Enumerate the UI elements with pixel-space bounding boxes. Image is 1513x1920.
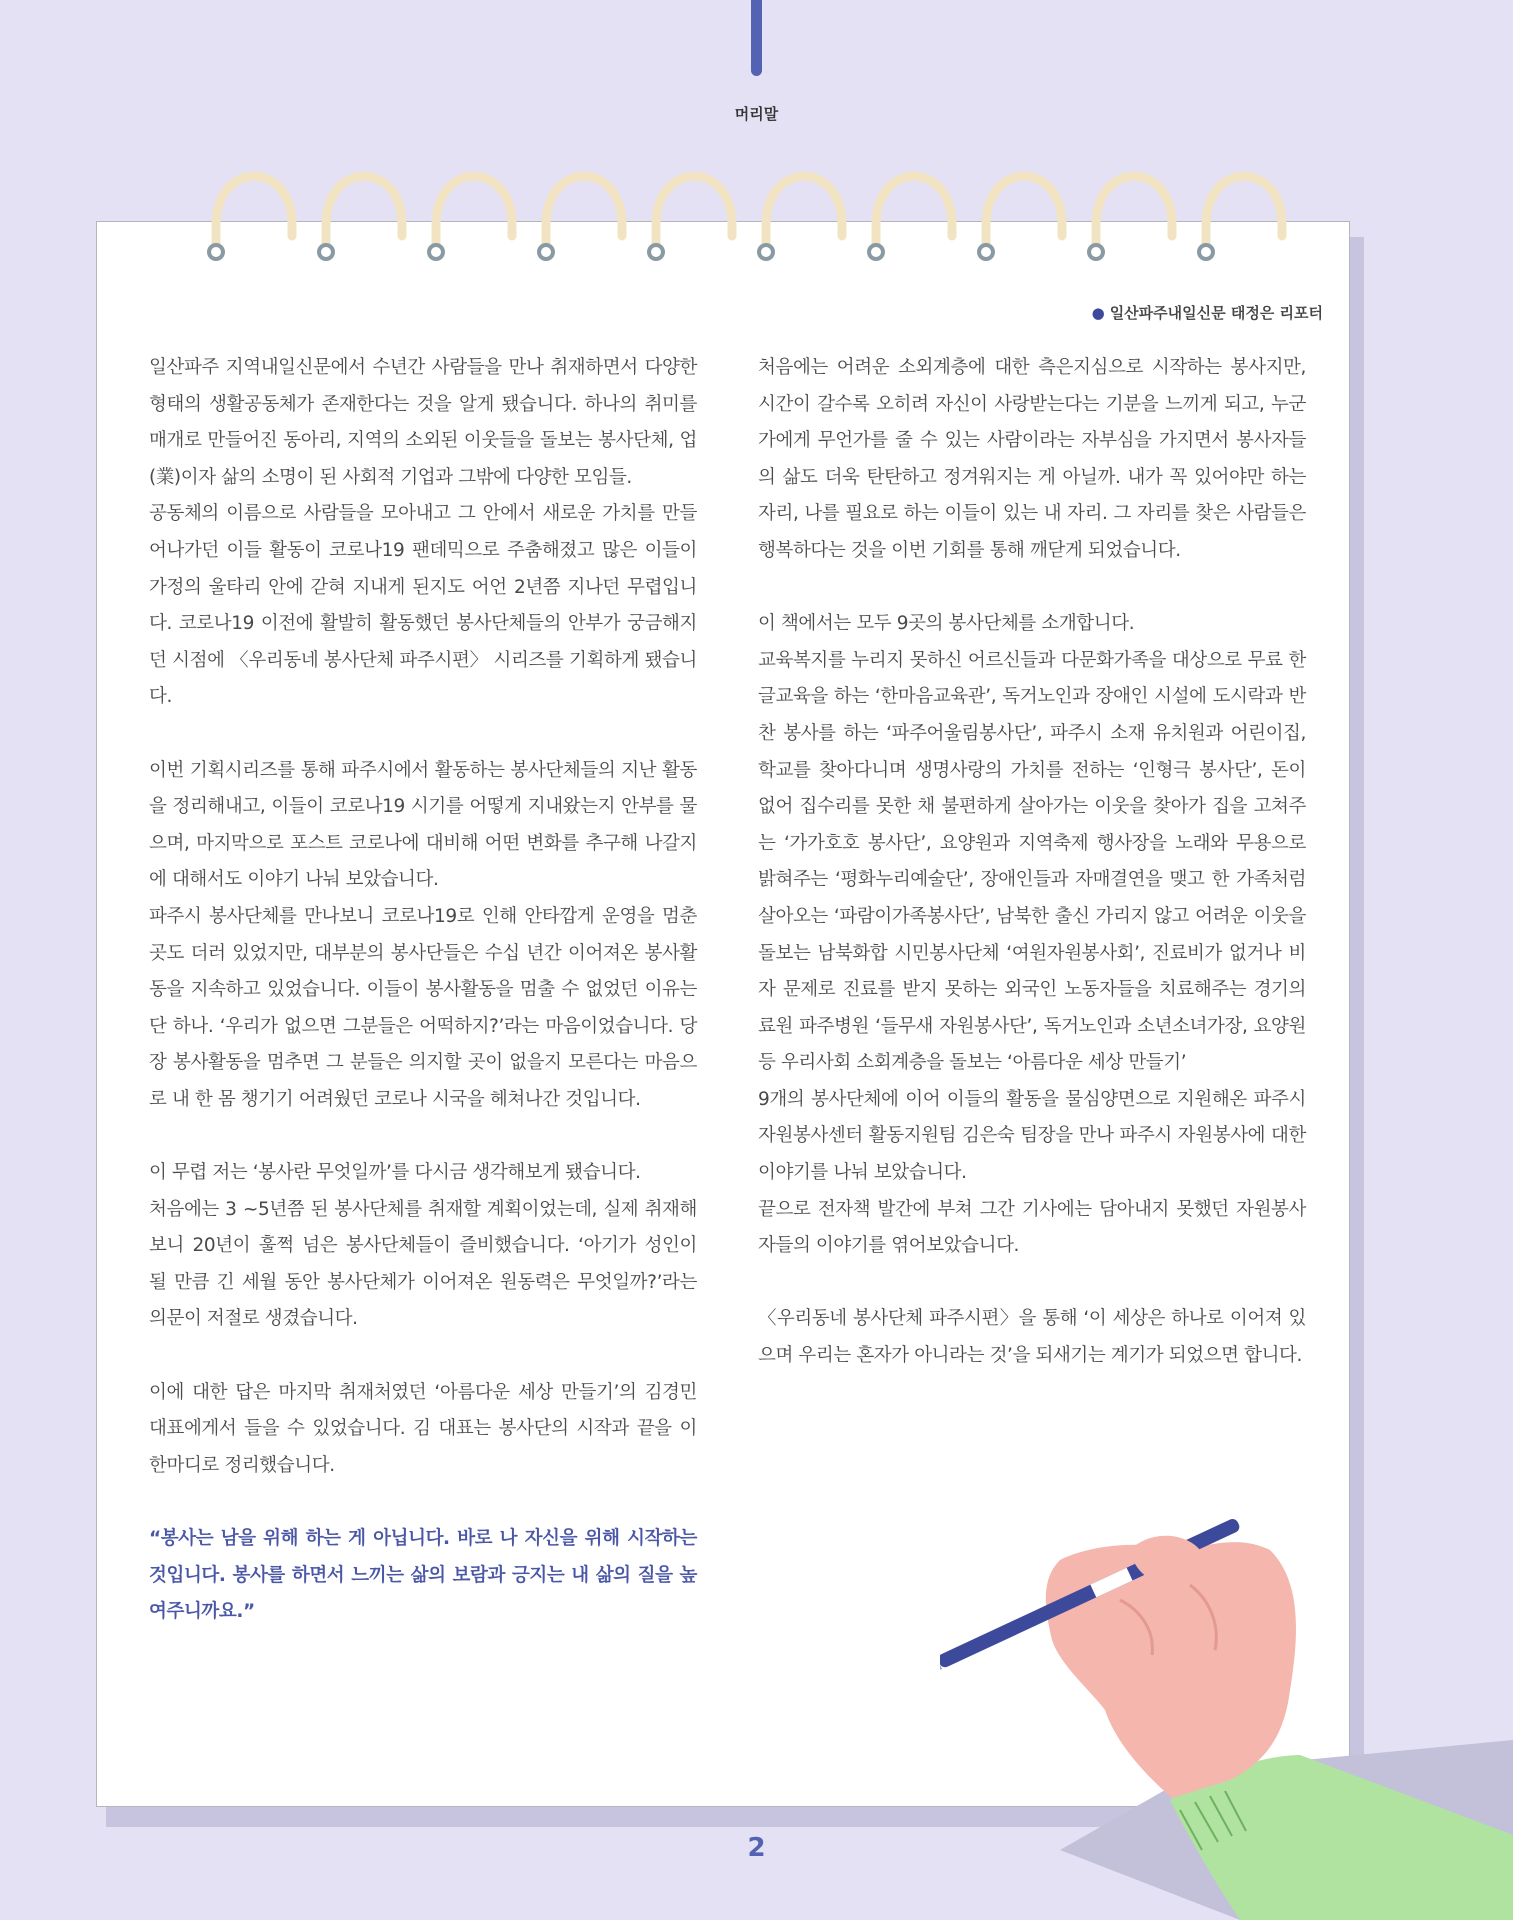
- right-column: [758, 350, 1306, 1375]
- paragraph: 처음에는 3 ~5년쯤 된 봉사단체를 취재할 계획이었는데, 실제 취재해보니 20년이 훌쩍 넘은 봉사단체들이 즐비했습니다. ‘아기가 성인이 될 만큼 긴 세월 동안 봉사단체가 이어져온 원동력은 무엇일까?’라는 의문이 저절로 생겼습니다.: [149, 1198, 697, 1330]
- section-label: 머리말: [734, 105, 779, 123]
- bookmark-tab: [751, 0, 762, 76]
- paragraph: 공동체의 이름으로 사람들을 모아내고 그 안에서 새로운 가치를 만들어나가던 이들 활동이 코로나19 팬데믹으로 주춤해졌고 많은 이들이 가정의 울타리 안에 갇혀 지내게 된지도 어언 2년쯤 지나던 무렵입니다. 코로나19 이전에 활발히 활동했던 봉사단체들의 안부가 궁금해지던 시점에 〈우리동네 봉사단체 파주시편〉 시리즈를 기획하게 됐습니다.: [149, 503, 697, 708]
- paragraph: 일산파주 지역내일신문에서 수년간 사람들을 만나 취재하면서 다양한 형태의 생활공동체가 존재한다는 것을 알게 됐습니다. 하나의 취미를 매개로 만들어진 동아리, 지역의 소외된 이웃들을 돌보는 봉사단체, 업(業)이자 삶의 소명이 된 사회적 기업과 그밖에 다양한 모임들.: [149, 357, 697, 488]
- paragraph: 처음에는 어려운 소외계층에 대한 측은지심으로 시작하는 봉사지만, 시간이 갈수록 오히려 자신이 사랑받는다는 기분을 느끼게 되고, 누군가에게 무언가를 줄 수 있는 사람이라는 자부심을 가지면서 봉사자들의 삶도 더욱 탄탄하고 정겨워지는 게 아닐까. 내가 꼭 있어야만 하는 자리, 나를 필요로 하는 이들이 있는 내 자리. 그 자리를 찾은 사람들은 행복하다는 것을 이번 기회를 통해 깨닫게 되었습니다.: [758, 357, 1306, 561]
- paragraph: 〈우리동네 봉사단체 파주시편〉을 통해 ‘이 세상은 하나로 이어져 있으며 우리는 혼자가 아니라는 것’을 되새기는 계기가 되었으면 합니다.: [758, 1308, 1306, 1367]
- page-number: 2: [747, 1833, 766, 1863]
- pull-quote: “봉사는 남을 위해 하는 게 아닙니다. 바로 나 자신을 위해 시작하는 것입니다. 봉사를 하면서 느끼는 삶의 보람과 긍지는 내 삶의 질을 높여주니까요.”: [149, 1528, 697, 1623]
- paragraph: 이 책에서는 모두 9곳의 봉사단체를 소개합니다.: [758, 613, 1135, 635]
- byline-text: 일산파주내일신문 태정은 리포터: [1109, 304, 1323, 322]
- paragraph: 교육복지를 누리지 못하신 어르신들과 다문화가족을 대상으로 무료 한글교육을 하는 ‘한마음교육관’, 독거노인과 장애인 시설에 도시락과 반찬 봉사를 하는 ‘파주어울림봉사단’, 파주시 소재 유치원과 어린이집, 학교를 찾아다니며 생명사랑의 가치를 전하는 ‘인형극 봉사단’, 돈이 없어 집수리를 못한 채 불편하게 살아가는 이웃을 찾아가 집을 고쳐주는 ‘가가호호 봉사단’, 요양원과 지역축제 행사장을 노래와 무용으로 밝혀주는 ‘평화누리예술단’, 장애인들과 자매결연을 맺고 한 가족처럼 살아오는 ‘파람이가족봉사단’, 남북한 출신 가리지 않고 어려운 이웃을 돌보는 남북화합 시민봉사단체 ‘여원자원봉사회’, 진료비가 없거나 비자 문제로 진료를 받지 못하는 외국인 노동자들을 치료해주는 경기의료원 파주병원 ‘들무새 자원봉사단’, 독거노인과 소년소녀가장, 요양원 등 우리사회 소회계층을 돌보는 ‘아름다운 세상 만들기’: [758, 649, 1306, 1074]
- paragraph: 파주시 봉사단체를 만나보니 코로나19로 인해 안타깝게 운영을 멈춘 곳도 더러 있었지만, 대부분의 봉사단들은 수십 년간 이어져온 봉사활동을 지속하고 있었습니다. 이들이 봉사활동을 멈출 수 없었던 이유는 단 하나. ‘우리가 없으면 그분들은 어떡하지?’라는 마음이었습니다. 당장 봉사활동을 멈추면 그 분들은 의지할 곳이 없을지 모른다는 마음으로 내 한 몸 챙기기 어려웠던 코로나 시국을 헤쳐나간 것입니다.: [149, 905, 697, 1110]
- paragraph: 이번 기획시리즈를 통해 파주시에서 활동하는 봉사단체들의 지난 활동을 정리해내고, 이들이 코로나19 시기를 어떻게 지내왔는지 안부를 물으며, 마지막으로 포스트 코로나에 대비해 어떤 변화를 추구해 나갈지에 대해서도 이야기 나눠 보았습니다.: [149, 759, 697, 891]
- paragraph: 이 무렵 저는 ‘봉사란 무엇일까’를 다시금 생각해보게 됐습니다.: [149, 1162, 641, 1184]
- paragraph: 9개의 봉사단체에 이어 이들의 활동을 물심양면으로 지원해온 파주시자원봉사센터 활동지원팀 김은숙 팀장을 만나 파주시 자원봉사에 대한 이야기를 나눠 보았습니다.: [758, 1088, 1306, 1184]
- paragraph: 끝으로 전자책 발간에 부쳐 그간 기사에는 담아내지 못했던 자원봉사자들의 이야기를 엮어보았습니다.: [758, 1198, 1306, 1257]
- bullet-icon: ●: [1091, 304, 1105, 322]
- byline: [1092, 302, 1323, 323]
- paragraph: 이에 대한 답은 마지막 취재처였던 ‘아름다운 세상 만들기’의 김경민 대표에게서 들을 수 있었습니다. 김 대표는 봉사단의 시작과 끝을 이 한마디로 정리했습니다.: [149, 1381, 697, 1476]
- left-column: [149, 350, 697, 1631]
